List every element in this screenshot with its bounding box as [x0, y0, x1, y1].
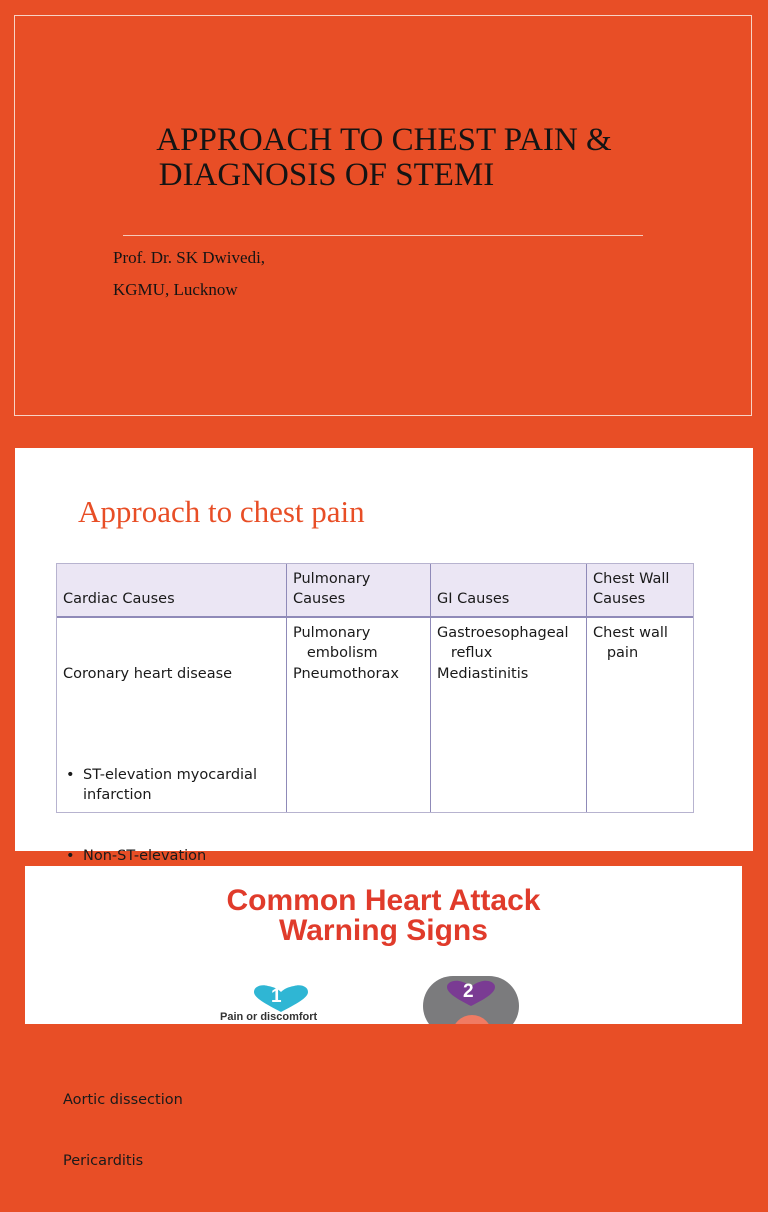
warning-signs-title: [25, 886, 742, 946]
slide-title-line2: DIAGNOSIS OF STEMI: [158, 157, 495, 193]
chest-wall-causes-cell: Chest wall pain: [593, 625, 668, 662]
header-cardiac: Cardiac Causes: [63, 591, 175, 607]
title-divider: [123, 235, 643, 236]
list-item: Coronary heart disease: [63, 665, 233, 682]
warning-signs-slide: [25, 866, 742, 1024]
column-divider: [430, 564, 431, 812]
list-item: Pericarditis: [63, 1152, 144, 1169]
list-item: Aortic dissection: [63, 1091, 183, 1108]
warning-signs-title-line1: Common Heart Attack: [226, 884, 541, 917]
sign-number-1: 1: [271, 986, 282, 1007]
column-divider: [586, 564, 587, 812]
header-gi: GI Causes: [437, 591, 510, 607]
header-pulmonary: Pulmonary Causes: [293, 571, 371, 607]
list-item: • ST-elevation myocardial infarction: [63, 765, 257, 806]
slide-title: [15, 123, 753, 193]
slide-title-line1: APPROACH TO CHEST PAIN &: [156, 122, 612, 158]
gi-causes-cell: Gastroesophageal reflux Mediastinitis: [437, 625, 569, 682]
causes-heading: Approach to chest pain: [78, 494, 365, 529]
header-chest-wall: Chest Wall Causes: [593, 571, 670, 607]
sign-label-pain: Pain or discomfort: [220, 1011, 318, 1023]
pulmonary-causes-cell: Pulmonary embolism Pneumothorax: [293, 625, 399, 682]
list-item: • Non-ST-elevation: [63, 846, 257, 887]
title-slide: [14, 15, 752, 416]
sign-number-2: 2: [463, 981, 474, 1002]
author-name: Prof. Dr. SK Dwivedi,: [113, 248, 266, 267]
warning-signs-title-line2: Warning Signs: [279, 914, 488, 947]
author-affiliation: KGMU, Lucknow: [113, 280, 238, 299]
column-divider: [286, 564, 287, 812]
